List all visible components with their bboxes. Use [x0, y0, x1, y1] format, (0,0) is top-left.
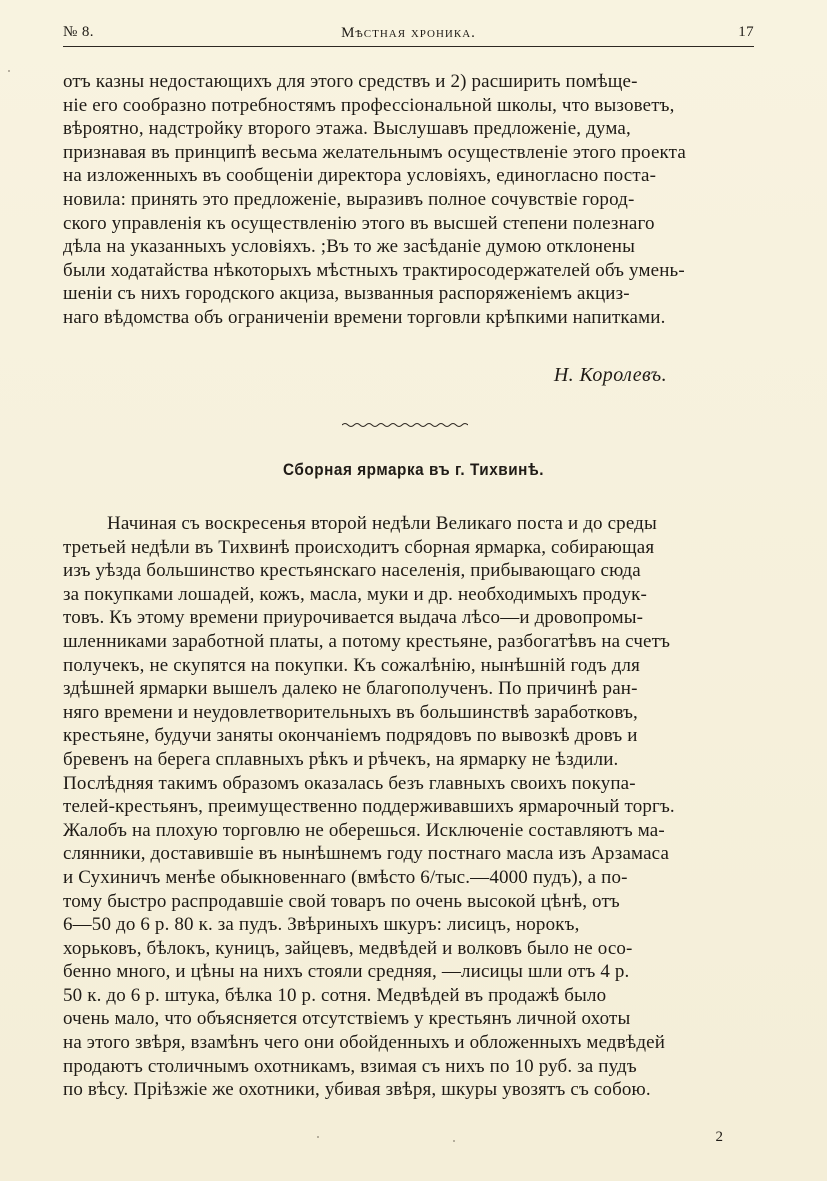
author-signature: Н. Королевъ. [553, 364, 667, 386]
paper-speck [317, 1136, 319, 1138]
text-line: получекъ, не скупятся на покупки. Къ сожалѣнію, нынѣшній годъ для [63, 654, 641, 676]
text-line: признавая въ принципѣ весьма желательнымъ осуществленіе этого проекта [63, 141, 686, 163]
header-rule [63, 46, 754, 47]
page-number: 17 [738, 24, 754, 40]
text-line: на этого звѣря, взамѣнъ чего они обойденныхъ и обложенныхъ медвѣдей [63, 1032, 666, 1054]
article-end-text [63, 70, 754, 330]
page-header [63, 24, 754, 46]
text-line: шеніи съ нихъ городского акциза, вызванныя распоряженіемъ акциз- [63, 283, 630, 305]
text-line: третьей недѣли въ Тихвинѣ происходитъ сборная ярмарка, собирающая [63, 536, 655, 558]
text-line: вѣроятно, надстройку второго этажа. Выслушавъ предложеніе, дума, [63, 118, 631, 140]
text-line: шленниками заработной платы, а потому крестьяне, разбогатѣвъ на счетъ [63, 630, 671, 652]
text-line: няго времени и неудовлетворительныхъ въ большинствѣ заработковъ, [63, 701, 638, 723]
text-line: по вѣсу. Пріѣзжіе же охотники, убивая звѣря, шкуры увозятъ съ собою. [63, 1079, 651, 1101]
text-line: товъ. Къ этому времени приурочивается выдача лѣсо—и дровопромы- [63, 607, 644, 629]
text-line: Жалобъ на плохую торговлю не оберешься. Исключеніе составляютъ ма- [63, 819, 665, 841]
text-line: изъ уѣзда большинство крестьянскаго населенія, прибывающаго сюда [63, 560, 641, 582]
text-line: ніе его сообразно потребностямъ профессіональной школы, что вызоветъ, [63, 94, 675, 116]
text-line: бревенъ на берега сплавныхъ рѣкъ и рѣчекъ, на ярмарку не ѣздили. [63, 748, 619, 770]
text-line: и Сухиничъ менѣе обыкновеннаго (вмѣсто 6/тыс.—4000 пудъ), а по- [63, 866, 628, 888]
text-line: Начиная съ воскресенья второй недѣли Великаго поста и до среды [107, 513, 657, 534]
text-line: здѣшней ярмарки вышелъ далеко не благополученъ. По причинѣ ран- [63, 678, 638, 700]
section-body-text [63, 512, 754, 1102]
text-line: бенно много, и цѣны на нихъ стояли средняя, —лисицы шли отъ 4 р. [63, 961, 630, 983]
text-line: за покупками лошадей, кожъ, масла, муки и др. необходимыхъ продук- [63, 583, 648, 605]
issue-number: № 8. [63, 24, 94, 40]
text-line: хорьковъ, бѣлокъ, куницъ, зайцевъ, медвѣдей и волковъ было не осо- [63, 937, 633, 959]
text-line: на изложенныхъ въ сообщеніи директора условіяхъ, единогласно поста- [63, 165, 657, 187]
text-line: отъ казны недостающихъ для этого средствъ и 2) расширить помѣще- [63, 71, 638, 92]
text-line: слянники, доставившіе въ нынѣшнемъ году постнаго масла изъ Арзамаса [63, 843, 670, 865]
wavy-divider [342, 422, 468, 428]
text-line: наго вѣдомства объ ограниченіи времени торговли крѣпкими напитками. [63, 306, 666, 328]
section-title: Сборная ярмарка въ г. Тихвинѣ. [282, 460, 545, 479]
text-line: 6—50 до 6 р. 80 к. за пудъ. Звѣриныхъ шкуръ: лисицъ, норокъ, [63, 914, 580, 936]
text-line: были ходатайства нѣкоторыхъ мѣстныхъ трактиросодержателей объ умень- [63, 259, 685, 281]
text-line: Послѣдняя такимъ образомъ оказалась безъ главныхъ своихъ покупа- [63, 772, 636, 794]
running-title: Мѣстная хроника. [341, 25, 476, 41]
text-line: дѣла на указанныхъ условіяхъ. ;Въ то же засѣданіе думою отклонены [63, 236, 636, 258]
text-line: новила: принять это предложеніе, выразивъ полное сочувствіе город- [63, 188, 635, 210]
printer-signature-mark: 2 [715, 1129, 723, 1145]
text-line: продаютъ столичнымъ охотникамъ, взимая съ нихъ по 10 руб. за пудъ [63, 1055, 637, 1077]
text-line: телей-крестьянъ, преимущественно поддерживавшихъ ярмарочный торгъ. [63, 796, 675, 818]
text-line: тому быстро распродавшіе свой товаръ по очень высокой цѣнѣ, отъ [63, 890, 620, 912]
paper-speck [453, 1140, 455, 1142]
text-line: ского управленія къ осуществленію этого въ высшей степени полезнаго [63, 212, 655, 234]
text-line: 50 к. до 6 р. штука, бѣлка 10 р. сотня. Медвѣдей въ продажѣ было [63, 984, 607, 1006]
text-line: крестьяне, будучи заняты окончаніемъ подрядовъ по вывозкѣ дровъ и [63, 725, 638, 747]
paper-speck [8, 70, 10, 72]
text-line: очень мало, что объясняется отсутствіемъ у крестьянъ личной охоты [63, 1008, 631, 1030]
